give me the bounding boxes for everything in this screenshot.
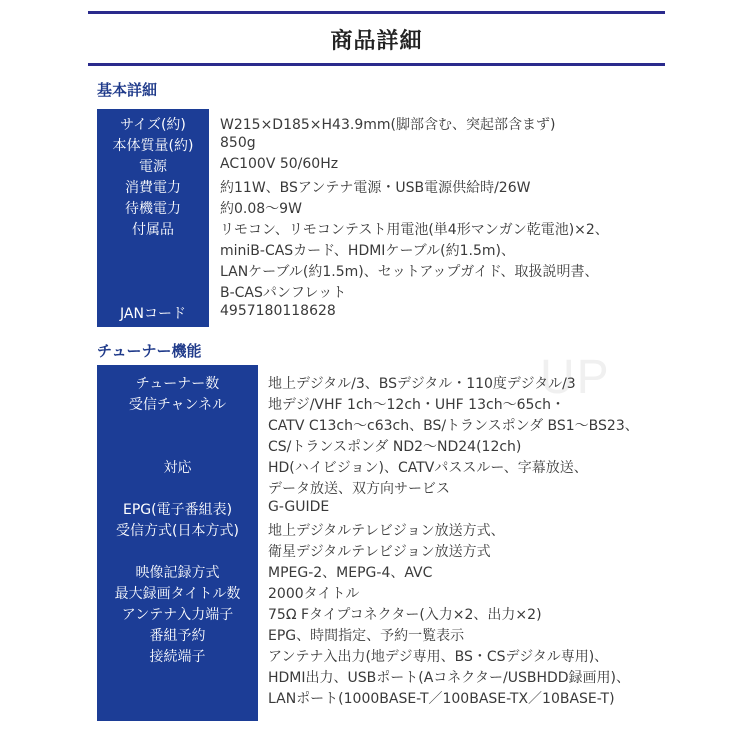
basic-value-0: W215×D185×H43.9mm(脚部含む、突起部含まず)	[220, 117, 556, 133]
basic-label-4: 待機電力	[125, 201, 181, 217]
tuner-value-2-line-1: データ放送、双方向サービス	[268, 481, 450, 497]
tuner-value-9-line-0: アンテナ入出力(地デジ専用、BS・CSデジタル専用)、	[268, 649, 609, 665]
tuner-label-9: 接続端子	[149, 649, 206, 665]
basic-value-4: 約0.08～9W	[220, 201, 302, 217]
tuner-label-0: チューナー数	[135, 376, 220, 392]
tuner-label-4: 受信方式(日本方式)	[116, 523, 239, 539]
tuner-label-2: 対応	[163, 460, 192, 476]
watermark: UP	[540, 351, 611, 404]
basic-value-3: 約11W、BSアンテナ電源・USB電源供給時/26W	[220, 180, 531, 196]
tuner-value-2-line-0: HD(ハイビジョン)、CATVパススルー、字幕放送、	[268, 460, 588, 476]
tuner-label-3: EPG(電子番組表)	[122, 502, 233, 518]
basic-label-5: 付属品	[132, 222, 174, 238]
basic-value-5-line-0: リモコン、リモコンテスト用電池(単4形マンガン乾電池)×2、	[220, 222, 609, 238]
tuner-value-1-line-2: CS/トランスポンダ ND2～ND24(12ch)	[268, 439, 522, 455]
basic-value-6: 4957180118628	[220, 303, 336, 319]
tuner-value-4-line-0: 地上デジタルテレビジョン放送方式、	[268, 523, 505, 539]
header-top-rule	[88, 11, 665, 14]
tuner-label-7: アンテナ入力端子	[121, 607, 234, 623]
tuner-value-3: G-GUIDE	[268, 499, 330, 515]
tuner-value-0: 地上デジタル/3、BSデジタル・110度デジタル/3	[268, 376, 576, 392]
tuner-value-1-line-1: CATV C13ch～c63ch、BS/トランスポンダ BS1～BS23、	[268, 418, 639, 434]
tuner-label-5: 映像記録方式	[135, 565, 220, 581]
section-title-tuner: チューナー機能	[97, 342, 202, 360]
basic-label-2: 電源	[139, 159, 167, 175]
basic-label-6: JANコード	[120, 306, 186, 322]
tuner-label-6: 最大録画タイトル数	[114, 586, 241, 602]
tuner-label-8: 番組予約	[149, 628, 206, 644]
tuner-label-1: 受信チャンネル	[128, 397, 227, 413]
basic-label-column	[97, 109, 209, 327]
basic-value-5-line-2: LANケーブル(約1.5m)、セットアップガイド、取扱説明書、	[220, 264, 599, 280]
tuner-value-6: 2000タイトル	[268, 586, 360, 602]
tuner-value-9-line-1: HDMI出力、USBポート(Aコネクター/USBHDD録画用)、	[268, 670, 631, 686]
tuner-value-8: EPG、時間指定、予約一覧表示	[268, 628, 465, 644]
tuner-value-4-line-1: 衛星デジタルテレビジョン放送方式	[268, 544, 491, 560]
basic-label-0: サイズ(約)	[120, 117, 186, 133]
basic-value-2: AC100V 50/60Hz	[220, 156, 339, 172]
tuner-value-9-line-2: LANポート(1000BASE-T／100BASE-TX／10BASE-T)	[268, 691, 615, 707]
section-title-basic: 基本詳細	[97, 81, 158, 99]
header-bottom-rule	[88, 63, 665, 66]
tuner-value-7: 75Ω Fタイプコネクター(入力×2、出力×2)	[268, 607, 542, 623]
tuner-label-column	[97, 365, 258, 721]
basic-label-1: 本体質量(約)	[112, 138, 194, 154]
page-title: 商品詳細	[330, 29, 423, 54]
basic-label-3: 消費電力	[125, 180, 181, 196]
tuner-value-1-line-0: 地デジ/VHF 1ch～12ch・UHF 13ch～65ch・	[268, 397, 565, 413]
tuner-value-5: MPEG-2、MEPG-4、AVC	[268, 565, 433, 581]
basic-value-5-line-3: B-CASパンフレット	[220, 285, 347, 301]
basic-value-1: 850g	[220, 135, 256, 151]
basic-value-5-line-1: miniB-CASカード、HDMIケーブル(約1.5m)、	[220, 243, 516, 259]
